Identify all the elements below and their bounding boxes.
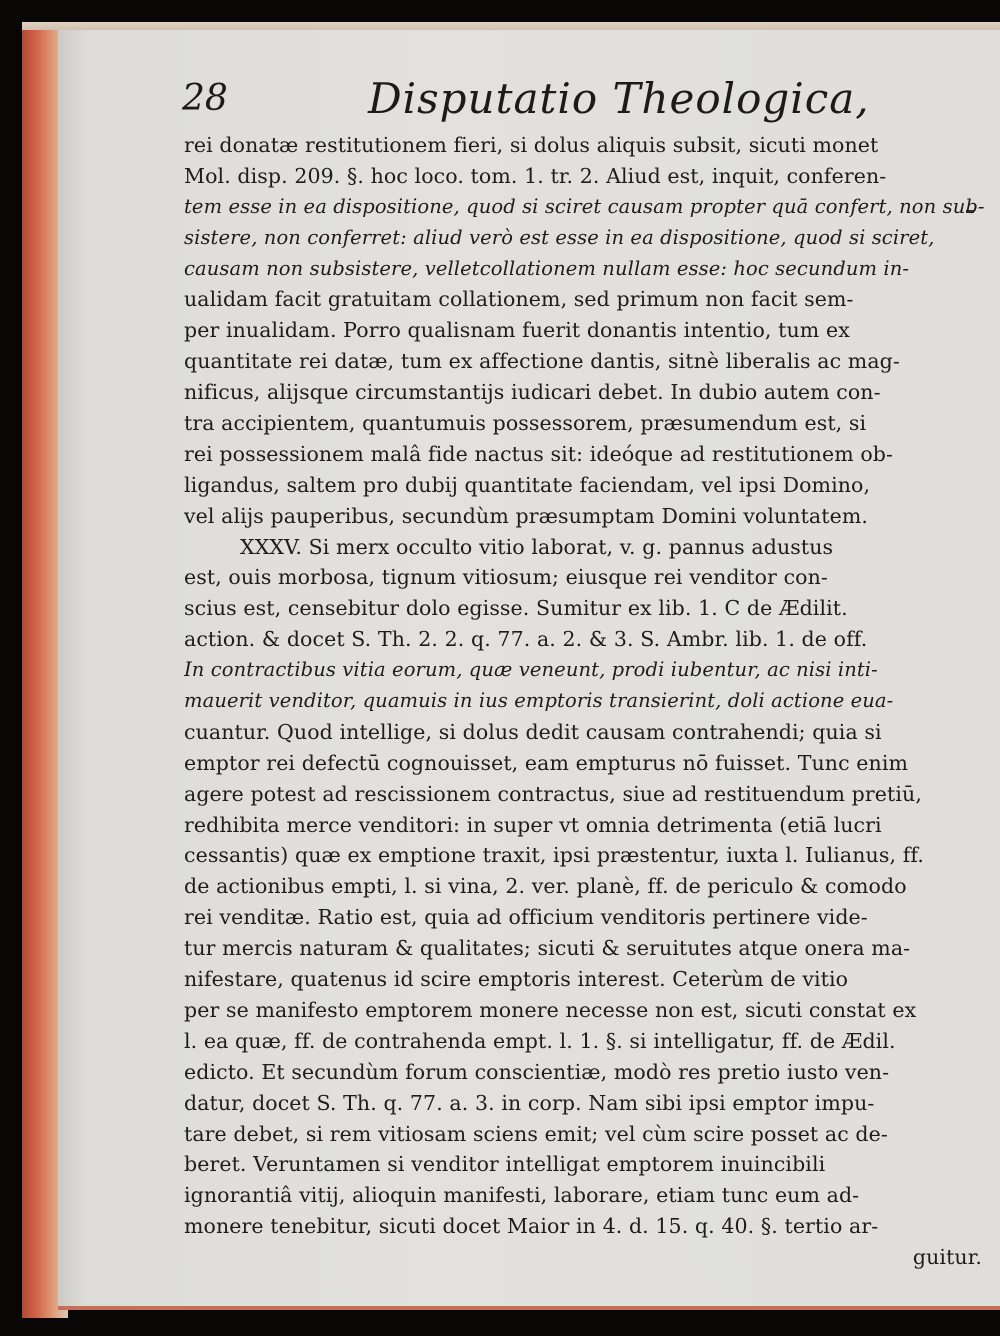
text-line: beret. Veruntamen si venditor intelligat emptorem inuincibili — [184, 1152, 826, 1177]
text-line: vel alijs pauperibus, secundùm præsumptam Domini voluntatem. — [184, 503, 868, 528]
text-line: ligandus, saltem pro dubij quantitate faciendam, vel ipsi Domino, — [184, 472, 871, 497]
text-line: scius est, censebitur dolo egisse. Sumitur ex lib. 1. C de Ædilit. — [184, 596, 848, 621]
text-line: quantitate rei datæ, tum ex affectione dantis, sitnè liberalis ac mag- — [184, 349, 900, 374]
text-line: emptor rei defectū cognouisset, eam empturus nō fuisset. Tunc enim — [184, 750, 909, 775]
page-header — [58, 74, 1000, 138]
book-page — [58, 30, 1000, 1310]
text-line: monere tenebitur, sicuti docet Maior in 4. d. 15. q. 40. §. tertio ar- — [184, 1214, 879, 1239]
text-line: per inualidam. Porro qualisnam fuerit donantis intentio, tum ex — [184, 318, 850, 343]
text-line: edicto. Et secundùm forum conscientiæ, modò res pretio iusto ven- — [184, 1059, 890, 1084]
body-text — [184, 130, 992, 1273]
text-line: tra accipientem, quantumuis possessorem, præsumendum est, si — [184, 411, 867, 436]
catchword-line: guitur. — [912, 1245, 982, 1270]
text-line: cuantur. Quod intellige, si dolus dedit causam contrahendi; quia si — [184, 719, 882, 744]
text-line: tare debet, si rem vitiosam sciens emit; vel cùm scire posset ac de- — [184, 1121, 888, 1146]
text-line: mauerit venditor, quamuis in ius emptoris transierint, doli actione eua- — [184, 689, 894, 713]
page-number: 28 — [182, 78, 228, 119]
text-line: datur, docet S. Th. q. 77. a. 3. in corp. Nam sibi ipsi emptor impu- — [184, 1090, 875, 1115]
text-line: redhibita merce venditori: in super vt omnia detrimenta (etiā lucri — [184, 812, 882, 837]
text-line: causam non subsistere, velletcollationem nullam esse: hoc secundum in- — [184, 256, 910, 280]
text-line: de actionibus empti, l. si vina, 2. ver. planè, ff. de periculo & comodo — [184, 874, 907, 899]
text-line: Mol. disp. 209. §. hoc loco. tom. 1. tr. 2. Aliud est, inquit, conferen- — [184, 163, 887, 188]
text-line: In contractibus vitia eorum, quæ veneunt, prodi iubentur, ac nisi inti- — [184, 658, 878, 682]
text-line: rei venditæ. Ratio est, quia ad officium venditoris pertinere vide- — [184, 905, 868, 930]
text-line: agere potest ad rescissionem contractus, siue ad restituendum pretiū, — [184, 781, 922, 806]
text-line: rei possessionem malâ fide nactus sit: ideóque ad restitutionem ob- — [184, 441, 894, 466]
text-line: sistere, non conferret: aliud verò est esse in ea dispositione, quod si sciret, — [184, 225, 935, 249]
text-line: cessantis) quæ ex emptione traxit, ipsi præstentur, iuxta l. Iulianus, ff. — [184, 843, 924, 868]
text-line: l. ea quæ, ff. de contrahenda empt. l. 1. §. si intelligatur, ff. de Ædil. — [184, 1028, 896, 1053]
text-line: rei donatæ restitutionem fieri, si dolus aliquis subsit, sicuti monet — [184, 133, 879, 157]
text-line: est, ouis morbosa, tignum vitiosum; eiusque rei venditor con- — [184, 565, 828, 590]
text-line: action. & docet S. Th. 2. 2. q. 77. a. 2. & 3. S. Ambr. lib. 1. de off. — [184, 627, 868, 652]
text-line: tem esse in ea dispositione, quod si sciret causam propter quā confert, non sub- — [184, 194, 985, 218]
text-line: per se manifesto emptorem monere necesse non est, sicuti constat ex — [184, 997, 917, 1022]
text-line: tur mercis naturam & qualitates; sicuti & seruitutes atque onera ma- — [184, 936, 911, 961]
running-title: Disputatio Theologica, — [368, 74, 870, 123]
text-line: ualidam facit gratuitam collationem, sed primum non facit sem- — [184, 287, 854, 312]
text-line: nificus, alijsque circumstantijs iudicari debet. In dubio autem con- — [184, 380, 881, 405]
text-line: ignorantiâ vitij, alioquin manifesti, laborare, etiam tunc eum ad- — [184, 1183, 860, 1208]
text-line: nifestare, quatenus id scire emptoris interest. Ceterùm de vitio — [184, 967, 849, 992]
section-start-line: XXXV. Si merx occulto vitio laborat, v. g. pannus adustus — [240, 534, 834, 559]
